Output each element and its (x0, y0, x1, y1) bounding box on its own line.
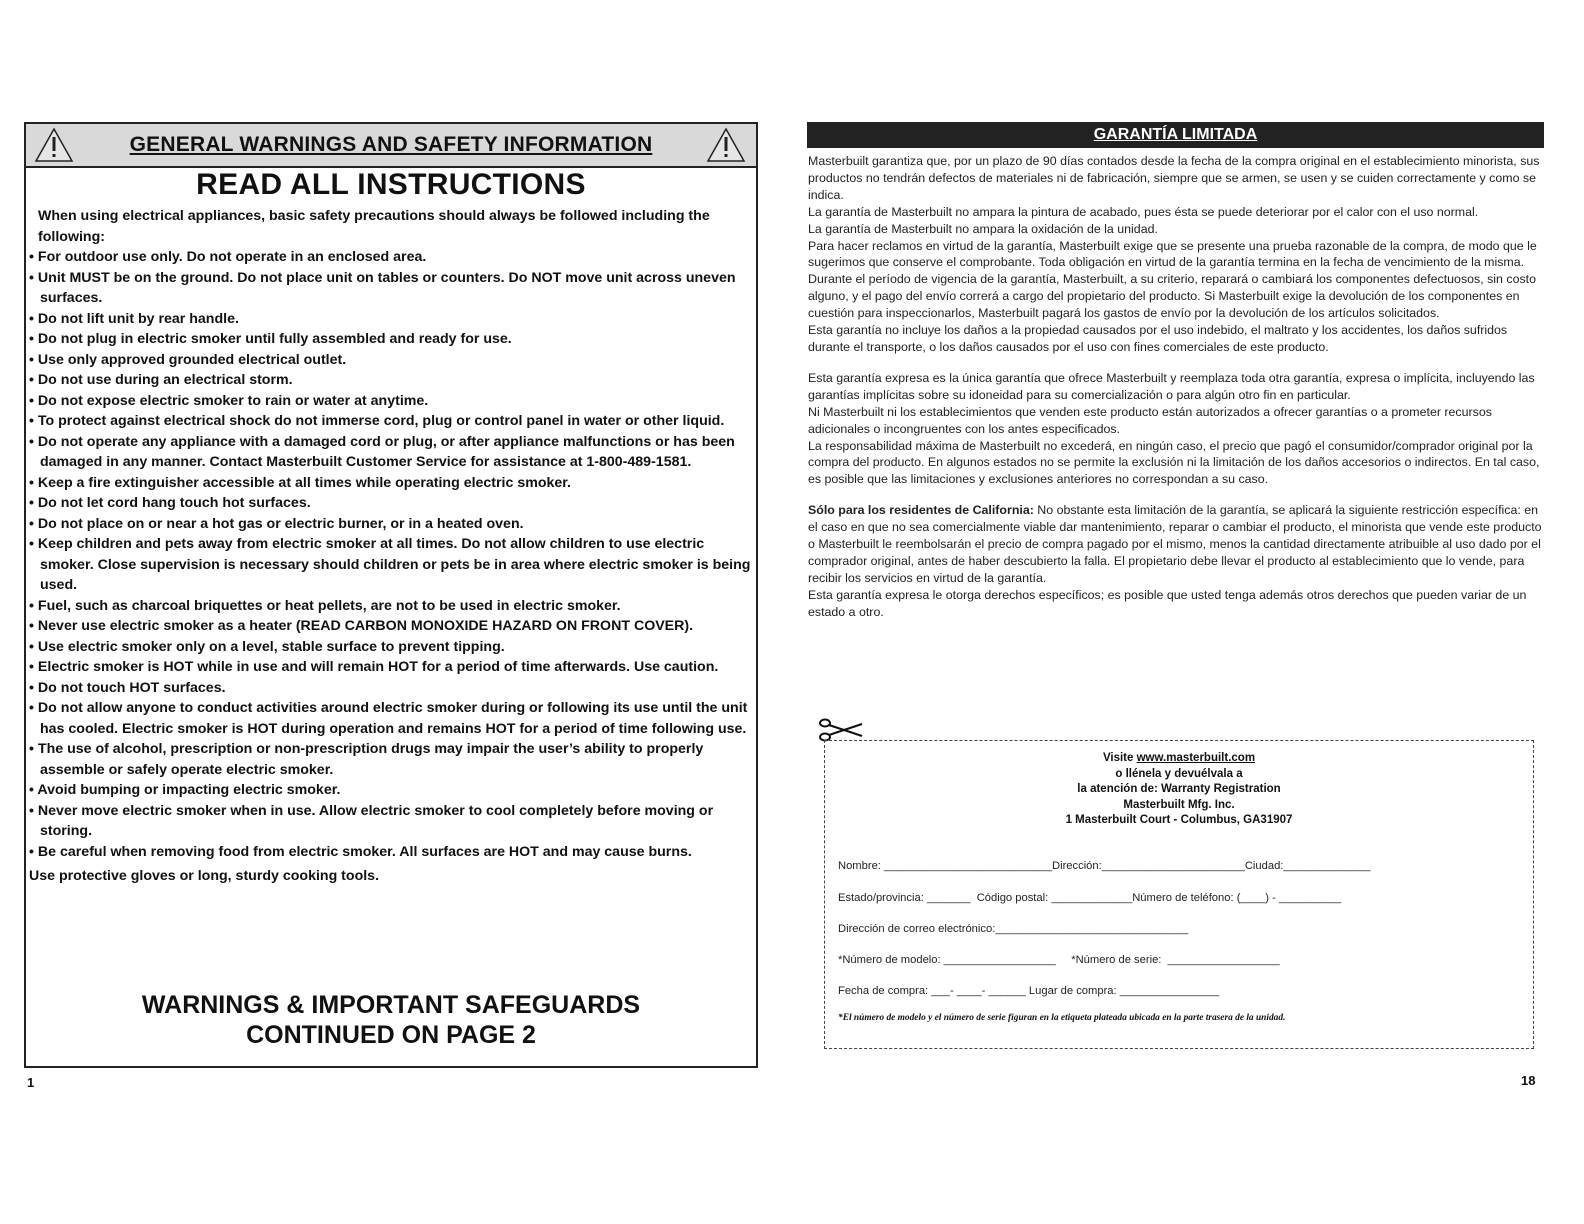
registration-card-header (825, 751, 1533, 829)
safety-bullet: • Electric smoker is HOT while in use and will remain HOT for a period of time afterwards. Use caution. (29, 657, 757, 678)
email-field[interactable]: Dirección de correo electrónico:_______________________________ (838, 923, 1189, 935)
warranty-paragraph: La garantía de Masterbuilt no ampara la pintura de acabado, pues ésta se puede deteriorar por el calor con el uso normal. (808, 204, 1479, 219)
safety-bullet: • Use only approved grounded electrical outlet. (29, 350, 757, 371)
warranty-header (807, 122, 1544, 148)
warranty-paragraph: Masterbuilt garantiza que, por un plazo de 90 días contados desde la fecha de la compra original en el establecimiento minorista, sus productos no tendrán defectos de materiales ni de fabricación, siempre que se armen, se usen y se cuiden correctamente y como se indica. (808, 154, 1540, 202)
visit-line: Visite www.masterbuilt.com (1102, 752, 1256, 764)
warranty-paragraphs-1 (808, 153, 1543, 356)
continued-line-1: WARNINGS & IMPORTANT SAFEGUARDS (141, 991, 641, 1019)
safety-bullet: • Do not operate any appliance with a damaged cord or plug, or after appliance malfunctions or has been damaged in any manner. Contact Masterbuilt Customer Service for assistance at 1-800-489-1581. (29, 432, 757, 473)
safety-bullet: • Be careful when removing food from electric smoker. All surfaces are HOT and may cause burns. (29, 842, 757, 863)
safety-bullet: • Do not plug in electric smoker until fully assembled and ready for use. (29, 329, 757, 350)
warning-triangle-icon (706, 127, 746, 163)
safety-bullet: • Do not lift unit by rear handle. (29, 309, 757, 330)
warranty-paragraph: Ni Masterbuilt ni los establecimientos que venden este producto están autorizados a ofrecer garantías o a prometer recursos adicionales o incongruentes con los antes especificados. (808, 404, 1492, 436)
california-label: Sólo para los residentes de California: (808, 503, 1034, 518)
warranty-paragraph: Durante el período de vigencia de la garantía, Masterbuilt, a su criterio, reparará o cambiará los componentes defectuosos, sin costo alguno, y el pago del envío correrá a cargo del propietario del producto. Si Masterbuilt exige la devolución de los componentes en cuestión para inspeccionarlos, Masterbuilt pagará los gastos de envío por la devolución de los artículos solicitados. (808, 272, 1537, 321)
masterbuilt-link[interactable]: www.masterbuilt.com (1136, 752, 1256, 764)
safety-bullet: • Unit MUST be on the ground. Do not place unit on tables or counters. Do NOT move unit across uneven surfaces. (29, 268, 757, 309)
warranty-paragraph: Esta garantía no incluye los daños a la propiedad causados por el uso indebido, el maltrato y los accidentes, los daños sufridos durante el transporte, o los daños causados por el uso con fines comerciales de este producto. (808, 323, 1508, 354)
name-address-city-field[interactable]: Nombre: ___________________________Dirección:_______________________Ciudad:______________ (838, 860, 1371, 872)
continued-line-2: CONTINUED ON PAGE 2 (246, 1021, 536, 1049)
read-all-heading: READ ALL INSTRUCTIONS (196, 168, 586, 201)
safety-bullet: • To protect against electrical shock do not immerse cord, plug or control panel in water or other liquid. (29, 411, 757, 432)
safety-bullet: • Do not let cord hang touch hot surfaces. (29, 493, 757, 514)
model-serial-field[interactable]: *Número de modelo: __________________ *Número de serie: __________________ (838, 954, 1280, 966)
registration-note: *El número de modelo y el número de serie figuran en la etiqueta plateada ubicada en la parte trasera de la unidad. (838, 1013, 1286, 1023)
safety-bullet: • For outdoor use only. Do not operate in an enclosed area. (29, 247, 757, 268)
warranty-paragraph: La garantía de Masterbuilt no ampara la oxidación de la unidad. (808, 221, 1158, 236)
safety-bullet: • Do not allow anyone to conduct activities around electric smoker during or following its use until the unit has cooled. Electric smoker is HOT during operation and remains HOT for a period of time following use. (29, 698, 757, 739)
safety-bullet: • Do not use during an electrical storm. (29, 370, 757, 391)
warranty-text (808, 153, 1543, 621)
card-line-4: Masterbuilt Mfg. Inc. (1123, 798, 1235, 811)
california-paragraph (808, 502, 1543, 587)
warranty-paragraph: Para hacer reclamos en virtud de la garantía, Masterbuilt exige que se presente una prueba razonable de la compra, de modo que le sugerimos que conserve el comprobante. Toda obligación en virtud de la garantía termina en la fecha de vencimiento de la misma. (808, 238, 1537, 270)
safety-bullet: • Never use electric smoker as a heater (READ CARBON MONOXIDE HAZARD ON FRONT COVER). (29, 616, 757, 637)
safety-bullet: • Do not expose electric smoker to rain or water at anytime. (29, 391, 757, 412)
intro-text: When using electrical appliances, basic safety precautions should always be followed including the following: (38, 208, 710, 245)
warranty-paragraphs-2 (808, 370, 1543, 488)
purchase-date-place-field[interactable]: Fecha de compra: ___- ____- ______ Lugar de compra: ________________ (838, 985, 1220, 997)
safety-bullet: • Avoid bumping or impacting electric smoker. (29, 780, 757, 801)
california-text: No obstante esta limitación de la garantía, se aplicará la siguiente restricción específica: en el caso en que no sea comercialmente viable dar mantenimiento, reparar o cambiar el producto, el minorista que vende este producto o Masterbuilt le reembolsarán el precio de compra pagado por el mismo, menos la cantidad directamente atribuible al uso dado por el comprador original, antes de haber descubierto la falla. El propietario debe llevar el producto al establecimiento que lo vende, para recibir los servicios en virtud de la garantía. (808, 503, 1542, 585)
continued-notice (26, 990, 756, 1050)
registration-card (824, 740, 1534, 1049)
card-line-3: la atención de: Warranty Registration (1077, 783, 1281, 795)
safety-bullet: • The use of alcohol, prescription or non-prescription drugs may impair the user’s ability to properly assemble or safely operate electric smoker. (29, 739, 757, 780)
safety-bullet-list (29, 247, 757, 887)
safety-bullet: • Never move electric smoker when in use. Allow electric smoker to cool completely before moving or storing. (29, 801, 757, 842)
safety-bullet: • Keep children and pets away from electric smoker at all times. Do not allow children to use electric smoker. Close supervision is necessary should children or pets be in area where electric smoker is being used. (29, 534, 757, 596)
card-line-5: 1 Masterbuilt Court - Columbus, GA31907 (1065, 814, 1293, 826)
warning-header-title: GENERAL WARNINGS AND SAFETY INFORMATION (129, 133, 653, 156)
card-line-2: o llénela y devuélvala a (1115, 767, 1243, 780)
warranty-header-title: GARANTÍA LIMITADA (1093, 126, 1258, 143)
final-paragraph: Esta garantía expresa le otorga derechos específicos; es posible que usted tenga además otros derechos que pueden variar de un estado a otro. (808, 587, 1527, 619)
warning-triangle-icon (34, 127, 74, 163)
warranty-paragraph: Esta garantía expresa es la única garantía que ofrece Masterbuilt y reemplaza toda otra garantía, expresa o implícita, incluyendo las garantías implícitas sobre su idoneidad para su comercialización o para algún otro fin en particular. (808, 370, 1535, 402)
safety-panel (24, 122, 758, 1068)
warranty-paragraph: La responsabilidad máxima de Masterbuilt no excederá, en ningún caso, el precio que pagó el consumidor/comprador original por la compra del producto. En algunos estados no se permite la exclusión ni la limitación de los daños accesorios o indirectos. En tal caso, es posible que las limitaciones y exclusiones anteriores no correspondan a su caso. (808, 438, 1540, 487)
page-number-right: 18 (1521, 1073, 1536, 1088)
safety-bullet: • Use electric smoker only on a level, stable surface to prevent tipping. (29, 637, 757, 658)
safety-bullet: • Do not place on or near a hot gas or electric burner, or in a heated oven. (29, 514, 757, 535)
page-number-left: 1 (27, 1075, 35, 1090)
safety-bullet: • Keep a fire extinguisher accessible at all times while operating electric smoker. (29, 473, 757, 494)
safety-bullet: • Fuel, such as charcoal briquettes or heat pellets, are not to be used in electric smoker. (29, 596, 757, 617)
safety-extra-line: Use protective gloves or long, sturdy cooking tools. (29, 868, 380, 884)
state-zip-phone-field[interactable]: Estado/provincia: _______ Código postal: _____________Número de teléfono: (____) - __________ (838, 892, 1342, 904)
warning-header (26, 124, 756, 168)
safety-bullet: • Do not touch HOT surfaces. (29, 678, 757, 699)
